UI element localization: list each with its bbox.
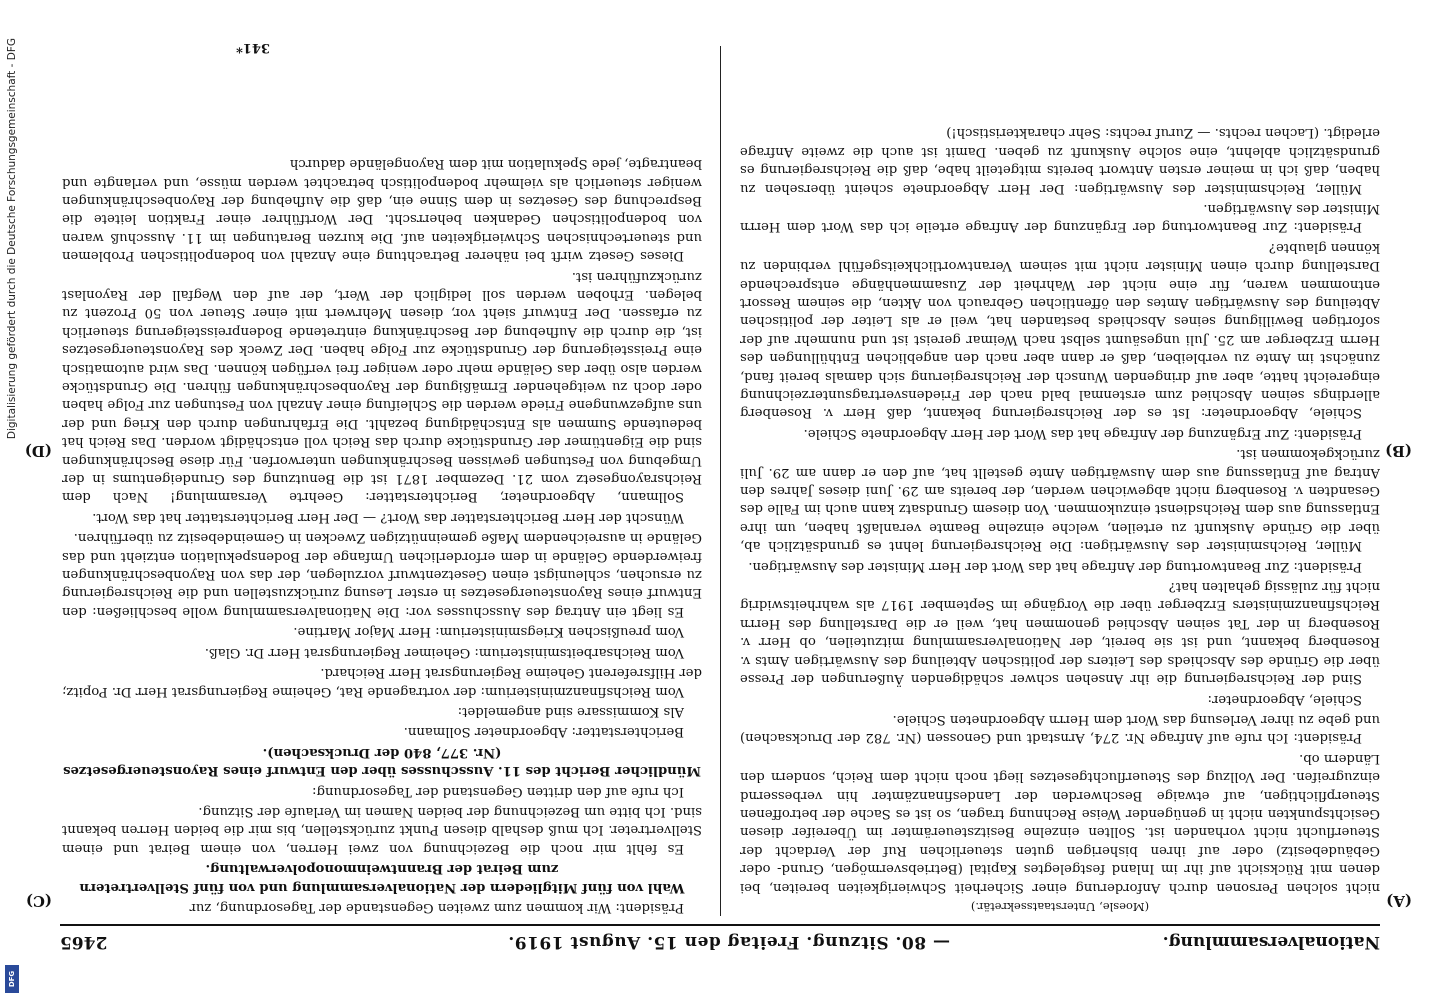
margin-letter-c: (C) — [25, 892, 52, 910]
agenda-item-heading: Mündlicher Bericht des 11. Ausschusses über den Entwurf eines Rayonsteuergesetzes (Nr. 377, 840 der Drucksachen). — [63, 744, 701, 779]
paragraph: Vom Reichsarbeitsministerium: Geheimer Regierungsrat Herr Dr. Glaß. — [204, 644, 684, 660]
paragraph: Als Kommissare sind angemeldet: — [457, 703, 684, 719]
paragraph: Sollmann, Abgeordneter, Berichterstatter: Geehrte Versammlung! Nach dem Reichsrayongesetz vom 21. Dezember 1871 ist die Benutzung des Grundeigentums in der Umgebung von Festungen gewissen Beschränkungen unterworfen. Für diese Beschränkungen sind die Eigentümer der Grundstücke durch das Reich voll entschädigt worden. Das Reich hat bedeutende Summen als Entschädigung bezahlt. Die Erfahrungen durch den Krieg und der uns aufgezwungene Friede werden die Schleifung einer Anzahl von Festungen zur Folge haben oder doch zu weitgehender Ermäßigung der Rayonbeschränkungen führen. Die Grundstücke werden also über das Gelände mehr oder weniger frei verfügen können. Das wird automatisch eine Preissteigerung der Grundstücke zur Folge haben. Der Zweck des Rayonsteuergesetzes ist, die durch die Aufhebung der Beschränkung eintretende Bodenpreissteigerung steuerlich zu erfassen. Der Entwurf sieht vor, diesen Mehrwert mit einer Steuer von 50 Prozent zu belegen. Erhoben werden soll lediglich der Wert, der auf den Wegfall der Rayonlast zurückzuführen ist. — [62, 268, 702, 505]
column-divider — [720, 46, 721, 916]
paragraph: Berichterstatter: Abgeordneter Sollmann. — [403, 724, 684, 740]
footnote-marker: 341* — [236, 40, 270, 55]
digitization-strip — [2, 0, 22, 1000]
left-column — [740, 36, 1380, 916]
agenda-item-heading: Wahl von fünf Mitgliedern der Nationalversammlung und von fünf Stellvertretern zum Beirat der Branntweinmonopolverwaltung. — [79, 861, 685, 895]
paragraph: Präsident: Zur Beantwortung der Anfrage hat das Wort der Herr Minister des Auswärtigen. — [748, 558, 1362, 574]
speaker-continuation: (Moesle, Unterstaatssekretär.) — [970, 900, 1150, 914]
header-title: Nationalversammlung. — [1162, 932, 1380, 952]
paragraph: Es fehlt mir noch die Bezeichnung von zwei Herren, von einem Beirat und einem Stellvertreter. Ich muß deshalb diesen Punkt zurückstellen, bis mir die beiden Herren bekannt sind. Ich bitte um Bezeichnung der beiden Namen im Verlaufe der Sitzung. — [62, 803, 702, 856]
header-session: — 80. Sitzung. Freitag den 15. August 1919. — [507, 932, 950, 952]
paragraph: Müller, Reichsminister des Auswärtigen: Der Herr Abgeordnete scheint übersehen zu haben, daß ich in meiner ersten Antwort bereits mitgeteilt habe, daß die Reichsregierung es grundsätzlich ablehnt, eine solche Auskunft zu geben. Damit ist auch die zweite Anfrage erledigt. (Lachen rechts. — Zuruf rechts: Sehr charakteristisch!) — [740, 125, 1380, 196]
rotated-page-content — [24, 20, 1412, 960]
page-header — [60, 920, 1380, 960]
paragraph: Schiele, Abgeordneter: — [1207, 691, 1362, 707]
paragraph: Wünscht der Herr Berichterstatter das Wort? — Der Herr Berichterstatter hat das Wort. — [92, 509, 684, 525]
paragraph: Präsident: Zur Ergänzung der Anfrage hat das Wort der Herr Abgeordnete Schiele. — [803, 425, 1362, 441]
margin-letter-a: (A) — [1386, 892, 1412, 910]
margin-letter-b: (B) — [1385, 442, 1412, 460]
paragraph: Sind der Reichsregierung die ihr Ansehen schwer schädigenden Äußerungen der Presse über die Gründe des Abschieds des Leiters der politischen Abteilung des Auswärtigen Amts v. Rosenberg bekannt, und ist sie bereit, der Nationalversammlung mitzuteilen, ob Herr v. Rosenberg in der Tat seinen Abschied genommen hat, weil er die Darstellung des Herrn Reichsfinanzministers Erzberger über die Vorgänge im September 1917 als wahrheitswidrig nicht für zulässig gehalten hat? — [740, 579, 1380, 687]
paragraph: Präsident: Ich rufe auf Anfrage Nr. 274, Arnstadt und Genossen (Nr. 782 der Drucksachen) und gebe zu ihrer Verlesung das Wort dem Herrn Abgeordneten Schiele. — [740, 711, 1380, 746]
paragraph: Vom Reichsfinanzministerium: der vortragende Rat, Geheime Regierungsrat Herr Dr. Popitz; der Hilfsreferent Geheime Regierungsrat Herr Reichard. — [62, 665, 702, 699]
paragraph: Präsident: Zur Beantwortung der Ergänzung der Anfrage erteile ich das Wort dem Herrn Minister des Auswärtigen. — [740, 200, 1380, 235]
paragraph: nicht solchen Personen durch Anforderung einer Sicherheit Schwierigkeiten bereiten, bei denen mit Rücksicht auf ihr im Inland festgelegtes Kapital (Betriebsvermögen, Grund- oder Gebäudebesitz) oder auf ihren bisherigen guten steuerlichen Ruf der Verdacht der Steuerflucht nicht vorhanden ist. Sollten einzelne Besitzsteuerämter im Übereifer diesen Gesichtspunkten nicht in genügender Weise Rechnung tragen, so ist es Sache der betroffenen Steuerpflichtigen, auf etwaige Beschwerden der Landesfinanzämter hin verbessernd einzugreifen. Der Vollzug des Steuerfluchtgesetzes liegt noch nicht dem Reich, sondern den Ländern ob. — [740, 750, 1380, 895]
right-column — [62, 36, 702, 916]
header-rule — [60, 924, 1380, 926]
paragraph: Ich rufe auf den dritten Gegenstand der Tagesordnung: — [312, 783, 684, 799]
paragraph: Dieses Gesetz wirft bei näherer Betrachtung eine Anzahl von bodenpolitischen Problemen und steuertechnischen Schwierigkeiten auf. Die kurzen Beratungen im 11. Ausschuß waren von bodenpolitischen Gedanken beherrscht. Der Wortführer einer Fraktion leitete die Besprechung des Gesetzes in dem Sinne ein, daß die Aufhebung der Rayonbeschränkungen weniger steuerlich als vielmehr bodenpolitisch betrachtet werden müsse, und verlangte und beantragte, jede Spekulation mit dem Rayongelände dadurch — [62, 156, 702, 264]
paragraph: Schiele, Abgeordneter: Ist es der Reichsregierung bekannt, daß Herr v. Rosenberg allerdings seinen Abschied zum erstenmal bald nach der Friedensvertragsunterzeichnung eingereicht hatte, aber auf dringenden Wunsch der Reichsregierung sich damals bereit fand, zunächst im Amte zu verbleiben, daß er dann aber nach den angeblichen Enthüllungen des Herrn Erzberger am 25. Juli ungesäumt selbst nach Weimar gereist ist und nunmehr auf der sofortigen Bewilligung seines Abschieds bestanden hat, weil er als Leiter der politischen Abteilung des Auswärtigen Amtes den öffentlichen Gebrauch von Akten, die seinem Ressort entnommen waren, für eine nicht der Wahrheit der Zusammenhänge entsprechende Darstellung durch einen Minister nicht mit seinem Verantwortlichkeitsgefühl verbinden zu können glaubte? — [740, 239, 1380, 421]
page-number: 2465 — [60, 932, 108, 952]
paragraph: Es liegt ein Antrag des Ausschusses vor: Die Nationalversammlung wolle beschließen: den Entwurf eines Rayonsteuergesetzes in erster Lesung zurückzustellen und die Reichsregierung zu ersuchen, schleunigst einen Gesetzentwurf vorzulegen, der das von Rayonbeschränkungen freiwerdende Gelände in dem erforderlichen Umfange der Bodenspekulation entzieht und das Gelände in ausreichendem Maße gemeinnützigen Zwecken in Gemeindebesitz zu überführen. — [62, 530, 702, 619]
paragraph: Vom preußischen Kriegsministerium: Herr Major Martine. — [293, 624, 684, 640]
digitization-note: Digitalisierung gefördert durch die Deutsche Forschungsgemeinschaft - DFG — [6, 38, 18, 440]
dfg-logo: DFG — [5, 965, 19, 993]
margin-letter-d: (D) — [24, 442, 52, 460]
paragraph: Präsident: Wir kommen zum zweiten Gegenstande der Tagesordnung, zur — [189, 900, 684, 915]
paragraph: Müller, Reichsminister des Auswärtigen: Die Reichsregierung lehnt es grundsätzlich ab, über die Gründe Auskunft zu erteilen, welche einzelne Beamte veranlaßt haben, um ihre Entlassung aus dem Reichsdienst einzukommen. Von diesem Grundsatz kann auch im Falle des Gesandten v. Rosenberg nicht abgewichen werden, der bereits am 29. Juni dieses Jahres den Antrag auf Entlassung aus dem Auswärtigen Amte gestellt hat, auf den er dann am 29. Juli zurückgekommen ist. — [740, 446, 1380, 554]
